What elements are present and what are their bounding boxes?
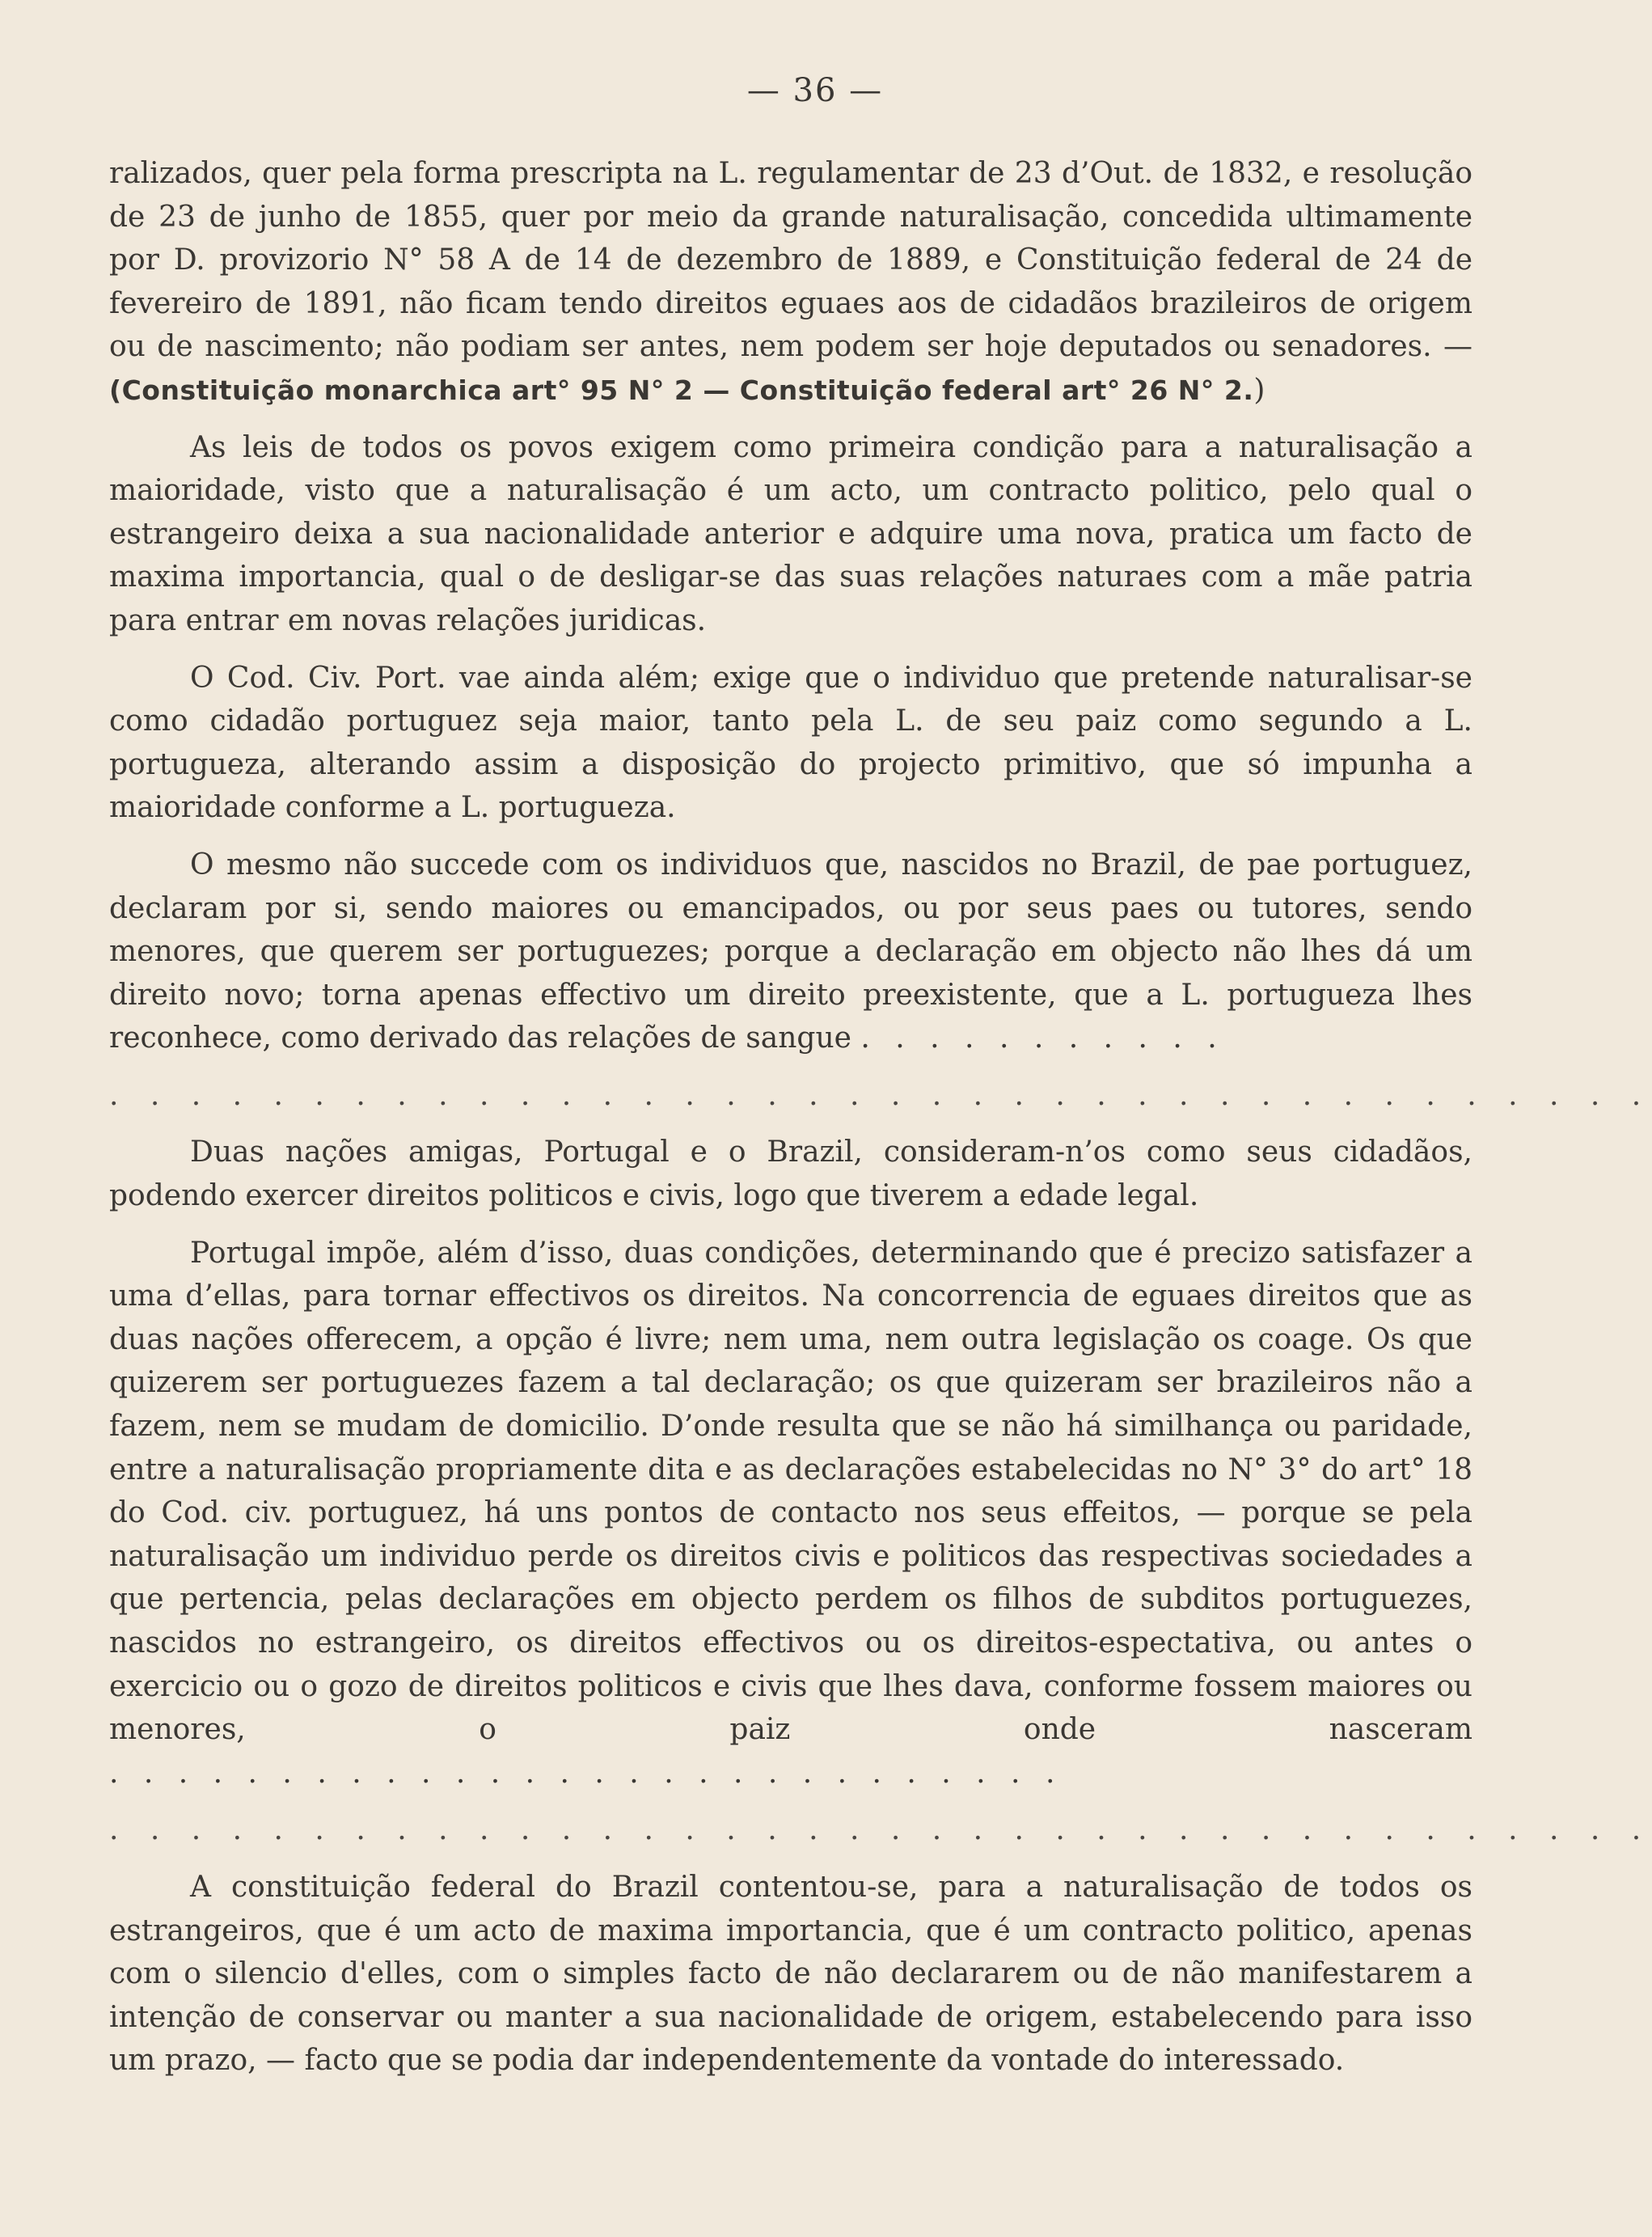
paragraph-3: O Cod. Civ. Port. vae ainda além; exige que o individuo que pretende naturalisar-se como cidadão portuguez seja maior, tanto pela L. de seu paiz como segundo a L. portugueza, alterando assim a disposição do projecto primitivo, que só impunha a maioridade conforme a L. portugueza. [109, 661, 1472, 825]
paragraph-5: Duas nações amigas, Portugal e o Brazil, consideram-n’os como seus cidadãos, podendo exercer direitos politicos e civis, logo que tiverem a edade legal. [109, 1135, 1472, 1213]
paragraph-1-text: ralizados, quer pela forma prescripta na L. regulamentar de 23 d’Out. de 1832, e resolução de 23 de junho de 1855, quer por meio da grande naturalisação, concedida ultimamente por D. provizorio N° 58 A de 14 de dezembro de 1889, e Constituição federal de 24 de fevereiro de 1891, não ficam tendo direitos eguaes aos de cidadãos brazileiros de origem ou de nascimento; não podiam ser antes, nem podem ser hoje deputados ou senadores. — [109, 157, 1472, 364]
paragraph-4 [109, 844, 1472, 1060]
ellipsis-separator-1: . . . . . . . . . . . . . . . . . . . . . . . . . . . . . . . . . . . . . . [109, 1078, 1652, 1112]
paragraph-6 [109, 1232, 1472, 1795]
paragraph-6-leader: . . . . . . . . . . . . . . . . . . . . . . . . . . . . [109, 1756, 1063, 1790]
paragraph-2: As leis de todos os povos exigem como primeira condição para a naturalisação a maioridade, visto que a naturalisação é um acto, um contracto politico, pelo qual o estrangeiro deixa a sua nacionalidade anterior e adquire uma nova, pratica um facto de maxima importancia, qual o de desligar-se das suas relações naturaes com a mãe patria para entrar em novas relações juridicas. [109, 430, 1472, 637]
paragraph-6-text: Portugal impõe, além d’isso, duas condições, determinando que é precizo satisfazer a uma d’ellas, para tornar effectivos os direitos. Na concorrencia de eguaes direitos que as duas nações offerecem, a opção é livre; nem uma, nem outra legislação os coage. Os que quizerem ser portuguezes fazem a tal declaração; os que quizeram ser brazileiros não a fazem, nem se mudam de domicilio. D’onde resulta que se não há similhança ou paridade, entre a naturalisação propriamente dita e as declarações estabelecidas no N° 3° do art° 18 do Cod. civ. portuguez, há uns pontos de contacto nos seus effeitos, — porque se pela naturalisação um individuo perde os direitos civis e politicos das respectivas sociedades a que pertencia, pelas declarações em objecto perdem os filhos de subditos portuguezes, nascidos no estrangeiro, os direitos effectivos ou os direitos-espectativa, ou antes o exercicio ou o gozo de direitos politicos e civis que lhes dava, conforme fossem maiores ou menores, o paiz onde nasceram [109, 1236, 1472, 1747]
page-number: — 36 — [746, 72, 884, 109]
paragraph-1 [109, 152, 1472, 412]
ellipsis-separator-2: . . . . . . . . . . . . . . . . . . . . . . . . . . . . . . . . . . . . . . [109, 1813, 1652, 1847]
constitution-reference: (Constituição monarchica art° 95 N° 2 — Constituição federal art° 26 N° 2. [109, 374, 1254, 406]
paragraph-1-tail: ) [1253, 373, 1265, 407]
paragraph-7: A constituição federal do Brazil contentou-se, para a naturalisação de todos os estrangeiros, que é um acto de maxima importancia, que é um contracto politico, apenas com o silencio d'elles, com o simples facto de não declararem ou de não manifestarem a intenção de conservar ou manter a sua nacionalidade de origem, estabelecendo para isso um prazo, — facto que se podia dar independentemente da vontade do interessado. [109, 1870, 1472, 2078]
paragraph-4-leader: . . . . . . . . . . . [860, 1021, 1225, 1055]
paragraph-4-text: O mesmo não succede com os individuos que, nascidos no Brazil, de pae portuguez, declaram por si, sendo maiores ou emancipados, ou por seus paes ou tutores, sendo menores, que querem ser portuguezes; porque a declaração em objecto não lhes dá um direito novo; torna apenas effectivo um direito preexistente, que a L. portugueza lhes reconhece, como derivado das relações de sangue [109, 848, 1472, 1055]
